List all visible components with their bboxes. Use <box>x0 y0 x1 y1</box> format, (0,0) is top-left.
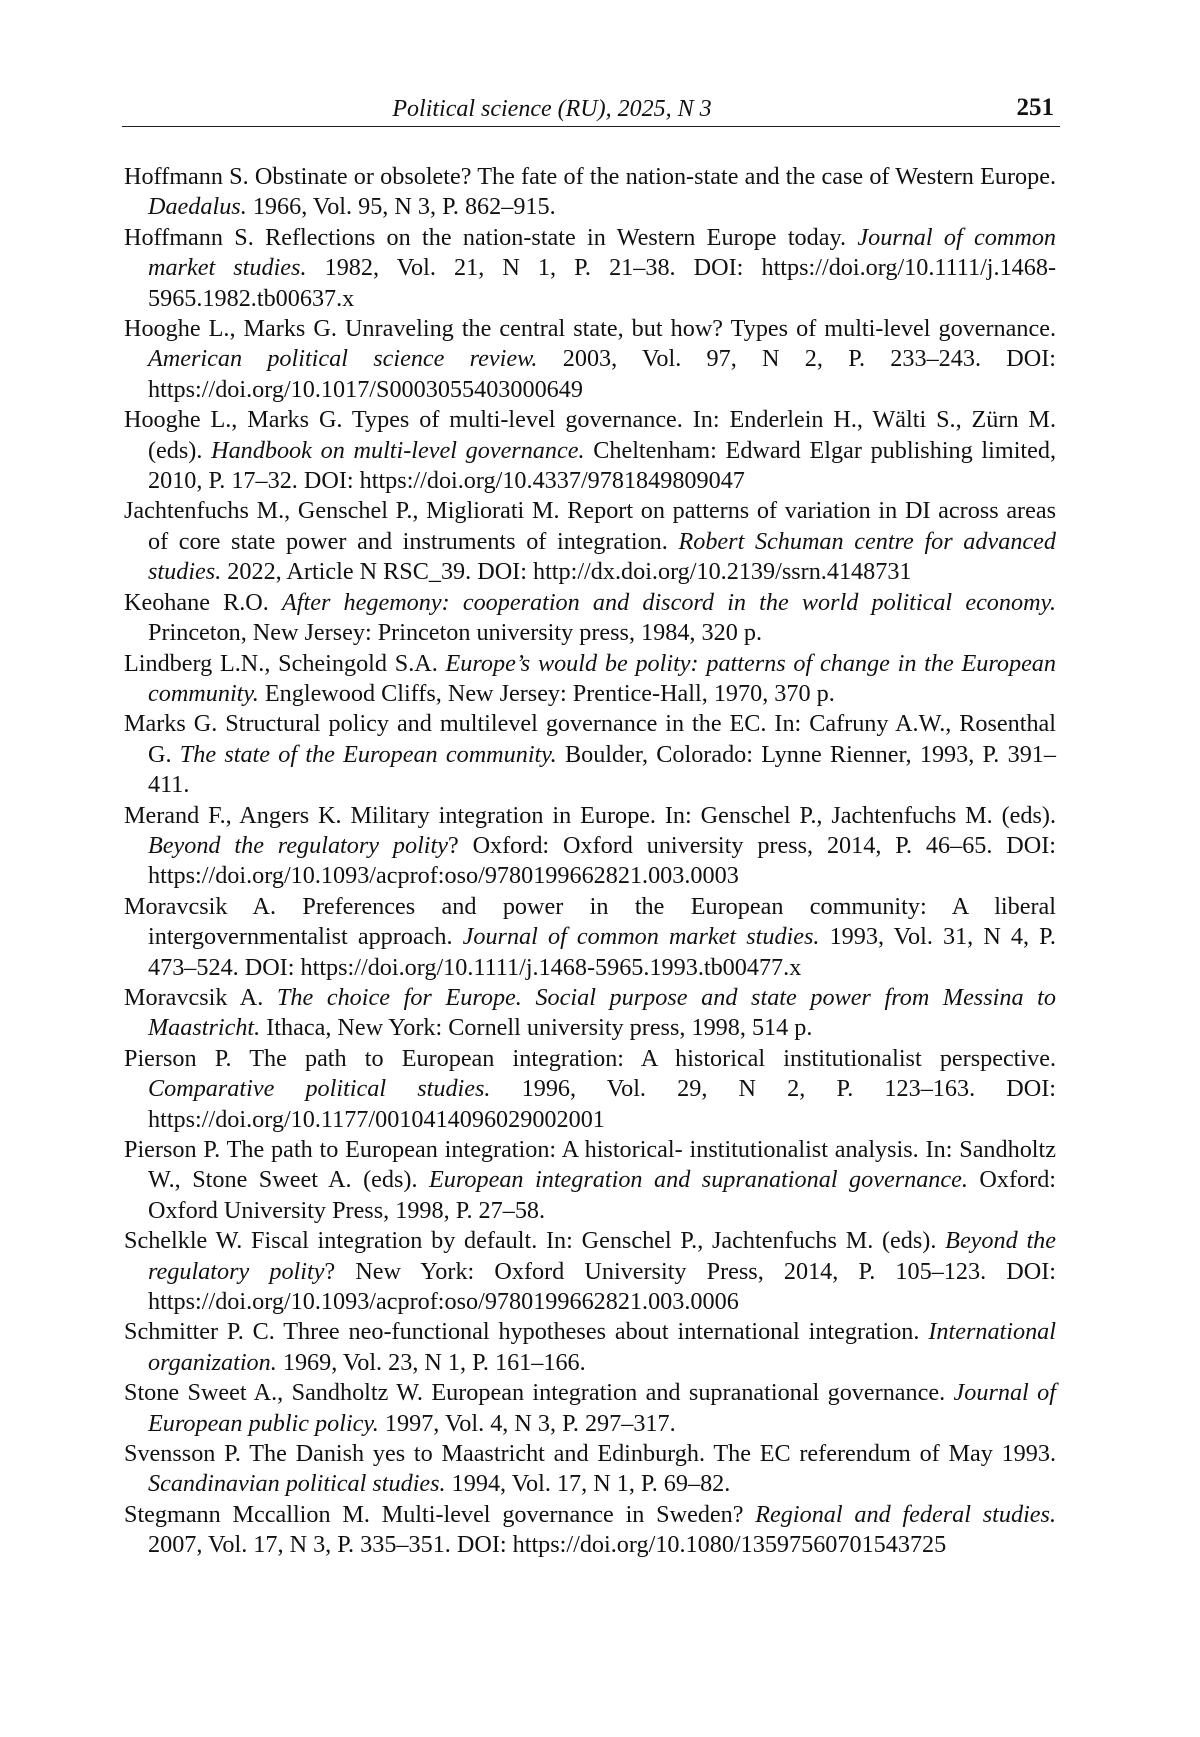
reference-details: 1996, Vol. 29, N 2, P. 123–163. DOI: https://doi.org/10.1177/0010414096029002001 <box>148 1075 1056 1132</box>
reference-source-title: Beyond the regulatory polity <box>148 1227 1056 1284</box>
reference-entry <box>124 162 1056 223</box>
reference-text: Hooghe L., Marks G. Types of multi-level governance. In: Enderlein H., Wälti S., Zürn M. (eds). <box>124 406 1056 463</box>
running-header <box>122 94 1060 127</box>
reference-text: Jachtenfuchs M., Genschel P., Migliorati M. Report on patterns of variation in DI across areas of core state power and instruments of integration. <box>124 497 1056 554</box>
reference-text: Hooghe L., Marks G. Unraveling the central state, but how? Types of multi-level governance. <box>124 315 1056 342</box>
reference-details: Cheltenham: Edward Elgar publishing limited, 2010, P. 17–32. DOI: https://doi.org/10.4337/9781849809047 <box>148 437 1056 494</box>
reference-source-title: The state of the European community. <box>180 741 557 768</box>
reference-details: Ithaca, New York: Cornell university press, 1998, 514 p. <box>260 1014 812 1041</box>
reference-text: Stegmann Mccallion M. Multi-level governance in Sweden? <box>124 1501 755 1528</box>
reference-entry <box>124 588 1056 649</box>
reference-entry <box>124 1439 1056 1500</box>
reference-list <box>124 162 1056 1561</box>
reference-source-title: European integration and supranational governance. <box>429 1166 968 1193</box>
reference-details: ? Oxford: Oxford university press, 2014, P. 46–65. DOI: https://doi.org/10.1093/acprof:oso/9780199662821.003.0003 <box>148 832 1056 889</box>
reference-details: 2022, Article N RSC_39. DOI: http://dx.doi.org/10.2139/ssrn.4148731 <box>221 558 911 585</box>
reference-details: 1997, Vol. 4, N 3, P. 297–317. <box>379 1410 676 1437</box>
reference-entry <box>124 649 1056 710</box>
reference-source-title: Regional and federal studies. <box>755 1501 1056 1528</box>
reference-entry <box>124 1044 1056 1135</box>
reference-text: Moravcsik A. <box>124 984 277 1011</box>
reference-entry <box>124 1226 1056 1317</box>
reference-details: 1982, Vol. 21, N 1, P. 21–38. DOI: https://doi.org/10.1111/j.1468-5965.1982.tb00637.x <box>148 254 1056 311</box>
reference-entry <box>124 223 1056 314</box>
reference-text: Marks G. Structural policy and multilevel governance in the EC. In: Cafruny A.W., Rosenthal G. <box>124 710 1056 767</box>
reference-text: Merand F., Angers K. Military integration in Europe. In: Genschel P., Jachtenfuchs M. (eds). <box>124 802 1056 829</box>
reference-details: 1993, Vol. 31, N 4, P. 473–524. DOI: https://doi.org/10.1111/j.1468-5965.1993.tb00477.x <box>148 923 1056 980</box>
reference-details: 2007, Vol. 17, N 3, P. 335–351. DOI: https://doi.org/10.1080/13597560701543725 <box>148 1531 946 1558</box>
reference-entry <box>124 709 1056 800</box>
reference-details: 1966, Vol. 95, N 3, P. 862–915. <box>247 193 556 220</box>
reference-entry <box>124 496 1056 587</box>
reference-text: Pierson P. The path to European integration: A historical institutionalist perspective. <box>124 1045 1056 1072</box>
reference-details: 2003, Vol. 97, N 2, P. 233–243. DOI: https://doi.org/10.1017/S0003055403000649 <box>148 345 1056 402</box>
journal-title: Political science (RU), 2025, N 3 <box>122 96 982 123</box>
reference-details: ? New York: Oxford University Press, 2014, P. 105–123. DOI: https://doi.org/10.1093/acprof:oso/9780199662821.003.0006 <box>148 1258 1056 1315</box>
reference-source-title: Comparative political studies. <box>148 1075 490 1102</box>
reference-text: Lindberg L.N., Scheingold S.A. <box>124 650 446 677</box>
reference-text: Keohane R.O. <box>124 589 282 616</box>
reference-details: Oxford: Oxford University Press, 1998, P. 27–58. <box>148 1166 1056 1223</box>
reference-source-title: Robert Schuman centre for advanced studies. <box>148 528 1056 585</box>
page-number: 251 <box>1017 94 1055 122</box>
reference-source-title: Journal of common market studies. <box>463 923 820 950</box>
reference-source-title: Daedalus. <box>148 193 247 220</box>
reference-entry <box>124 892 1056 983</box>
reference-entry <box>124 314 1056 405</box>
reference-text: Schmitter P. C. Three neo-functional hypotheses about international integration. <box>124 1318 928 1345</box>
reference-source-title: American political science review. <box>148 345 537 372</box>
reference-details: Englewood Cliffs, New Jersey: Prentice-Hall, 1970, 370 p. <box>259 680 835 707</box>
reference-text: Svensson P. The Danish yes to Maastricht and Edinburgh. The EC referendum of May 1993. <box>124 1440 1056 1467</box>
reference-text: Moravcsik A. Preferences and power in the European community: A liberal intergovernmentalist approach. <box>124 893 1056 950</box>
reference-details: Princeton, New Jersey: Princeton university press, 1984, 320 p. <box>148 619 762 646</box>
reference-text: Schelkle W. Fiscal integration by default. In: Genschel P., Jachtenfuchs M. (eds). <box>124 1227 945 1254</box>
reference-entry <box>124 1317 1056 1378</box>
reference-source-title: Scandinavian political studies. <box>148 1470 446 1497</box>
reference-text: Hoffmann S. Obstinate or obsolete? The fate of the nation-state and the case of Western Europe. <box>124 163 1056 190</box>
reference-details: Boulder, Colorado: Lynne Rienner, 1993, P. 391–411. <box>148 741 1056 798</box>
reference-entry <box>124 983 1056 1044</box>
reference-text: Hoffmann S. Reflections on the nation-state in Western Europe today. <box>124 224 857 251</box>
reference-entry <box>124 1378 1056 1439</box>
reference-source-title: Journal of European public policy. <box>148 1379 1056 1436</box>
reference-entry <box>124 1135 1056 1226</box>
reference-source-title: The choice for Europe. Social purpose and state power from Messina to Maastricht. <box>148 984 1056 1041</box>
reference-details: 1994, Vol. 17, N 1, P. 69–82. <box>446 1470 731 1497</box>
reference-details: 1969, Vol. 23, N 1, P. 161–166. <box>277 1349 586 1376</box>
reference-text: Stone Sweet A., Sandholtz W. European integration and supranational governance. <box>124 1379 954 1406</box>
reference-source-title: Beyond the regulatory polity <box>148 832 448 859</box>
reference-text: Pierson P. The path to European integration: A historical- institutionalist analysis. In: Sandholtz W., Stone Sweet A. (eds). <box>124 1136 1056 1193</box>
reference-entry <box>124 801 1056 892</box>
reference-entry <box>124 1500 1056 1561</box>
reference-source-title: International organization. <box>148 1318 1056 1375</box>
reference-source-title: After hegemony: cooperation and discord in the world political economy. <box>282 589 1056 616</box>
reference-source-title: Europe’s would be polity: patterns of change in the European community. <box>148 650 1056 707</box>
reference-source-title: Handbook on multi-level governance. <box>211 437 584 464</box>
reference-source-title: Journal of common market studies. <box>148 224 1056 281</box>
reference-entry <box>124 405 1056 496</box>
